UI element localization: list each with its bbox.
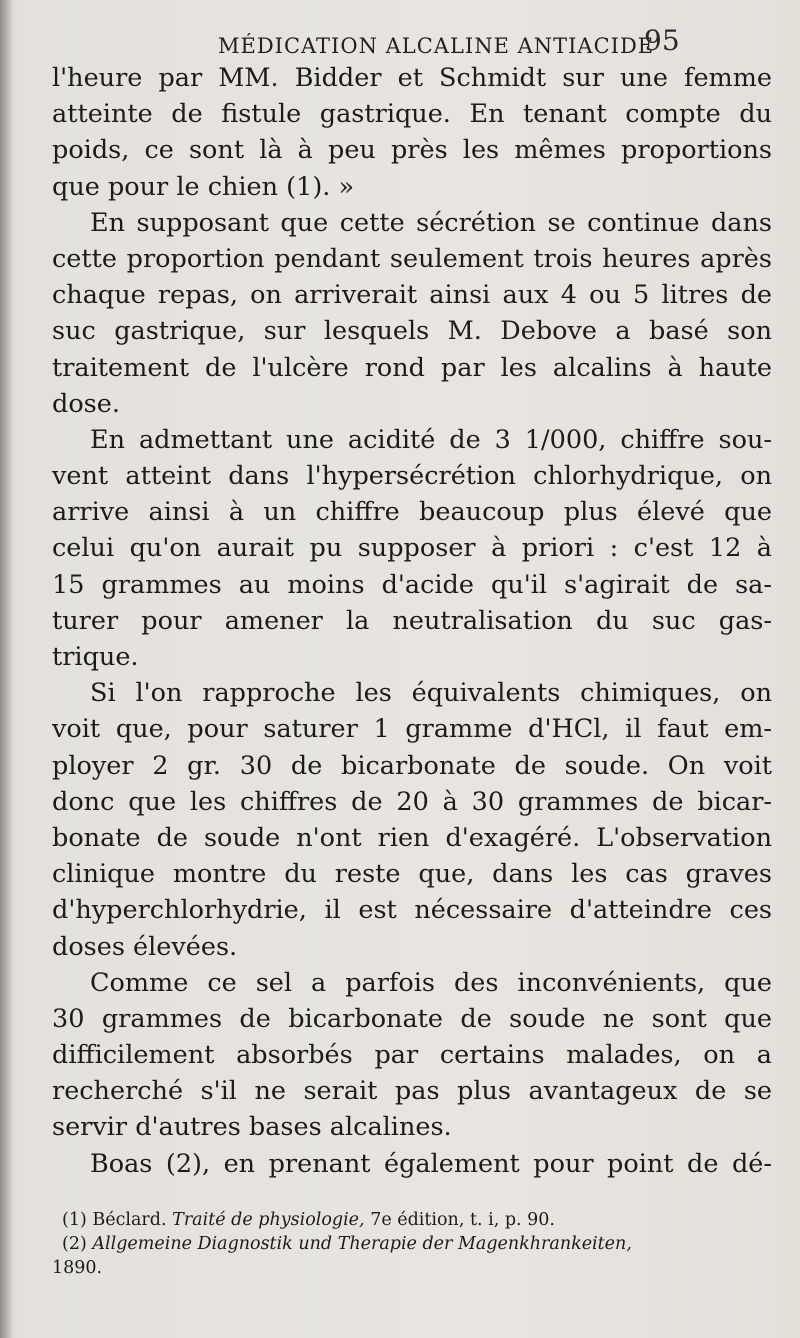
text-line: difficilement absorbés par certains malades, on a xyxy=(52,1040,772,1071)
footnotes xyxy=(52,1208,772,1280)
text-line: 30 grammes de bicarbonate de soude ne sont que xyxy=(52,1003,772,1034)
text-line: 15 grammes au moins d'acide qu'il s'agirait de sa- xyxy=(52,569,772,600)
text-line: bonate de soude n'ont rien d'exagéré. L'observation xyxy=(52,822,772,853)
text-line: vent atteint dans l'hypersécrétion chlorhydrique, on xyxy=(52,461,772,492)
page-binding-shadow xyxy=(0,0,12,1338)
running-head: MÉDICATION ALCALINE ANTIACIDE xyxy=(218,34,655,58)
text-line: dose. xyxy=(52,388,120,419)
text-line: poids, ce sont là à peu près les mêmes proportions xyxy=(52,135,772,166)
text-line: Comme ce sel a parfois des inconvénients, que xyxy=(90,967,772,998)
text-line: clinique montre du reste que, dans les cas graves xyxy=(52,859,772,890)
text-line: l'heure par MM. Bidder et Schmidt sur une femme xyxy=(52,63,772,93)
text-line: En admettant une acidité de 3 1/000, chiffre sou- xyxy=(90,424,772,455)
text-line: traitement de l'ulcère rond par les alcalins à haute xyxy=(52,352,772,383)
footnote xyxy=(52,1256,772,1280)
text-line: turer pour amener la neutralisation du suc gas- xyxy=(52,605,772,636)
text-line: cette proportion pendant seulement trois heures après xyxy=(52,243,772,274)
text-line: suc gastrique, sur lesquels M. Debove a basé son xyxy=(52,316,772,347)
text-line: Si l'on rapproche les équivalents chimiques, on xyxy=(90,678,772,709)
text-line: chaque repas, on arriverait ainsi aux 4 ou 5 litres de xyxy=(52,280,772,311)
footnote xyxy=(52,1208,772,1232)
footnote-number: (2) xyxy=(62,1234,87,1254)
footnote xyxy=(52,1232,772,1256)
text-line: d'hyperchlorhydrie, il est nécessaire d'atteindre ces xyxy=(52,895,772,926)
text-line: doses élevées. xyxy=(52,931,238,962)
page-number: 95 xyxy=(644,24,680,57)
text-line: atteinte de fistule gastrique. En tenant compte du xyxy=(52,99,772,130)
body-text xyxy=(52,60,772,1182)
footnote-author: Béclard. xyxy=(92,1210,167,1230)
text-line: Boas (2), en prenant également pour point de dé- xyxy=(90,1148,772,1179)
text-line: voit que, pour saturer 1 gramme d'HCl, il faut em- xyxy=(52,714,772,745)
footnote-rest: 1890. xyxy=(52,1258,103,1278)
text-line: En supposant que cette sécrétion se continue dans xyxy=(90,207,772,238)
text-line: donc que les chiffres de 20 à 30 grammes de bicar- xyxy=(52,786,772,817)
footnote-title: Traité de physiologie, xyxy=(172,1210,365,1230)
text-line: celui qu'on aurait pu supposer à priori : c'est 12 à xyxy=(52,533,772,564)
text-line: arrive ainsi à un chiffre beaucoup plus élevé que xyxy=(52,497,772,528)
text-line: recherché s'il ne serait pas plus avantageux de se xyxy=(52,1076,772,1107)
footnote-rest: 7e édition, t. i, p. 90. xyxy=(370,1210,555,1230)
footnote-title: Allgemeine Diagnostik und Therapie der Magenkhrankeiten, xyxy=(92,1234,632,1254)
text-line: que pour le chien (1). » xyxy=(52,171,355,202)
text-line: ployer 2 gr. 30 de bicarbonate de soude. On voit xyxy=(52,750,772,781)
text-line: servir d'autres bases alcalines. xyxy=(52,1112,452,1143)
text-line: trique. xyxy=(52,642,139,672)
page-header xyxy=(0,12,800,58)
footnote-number: (1) xyxy=(62,1210,87,1230)
